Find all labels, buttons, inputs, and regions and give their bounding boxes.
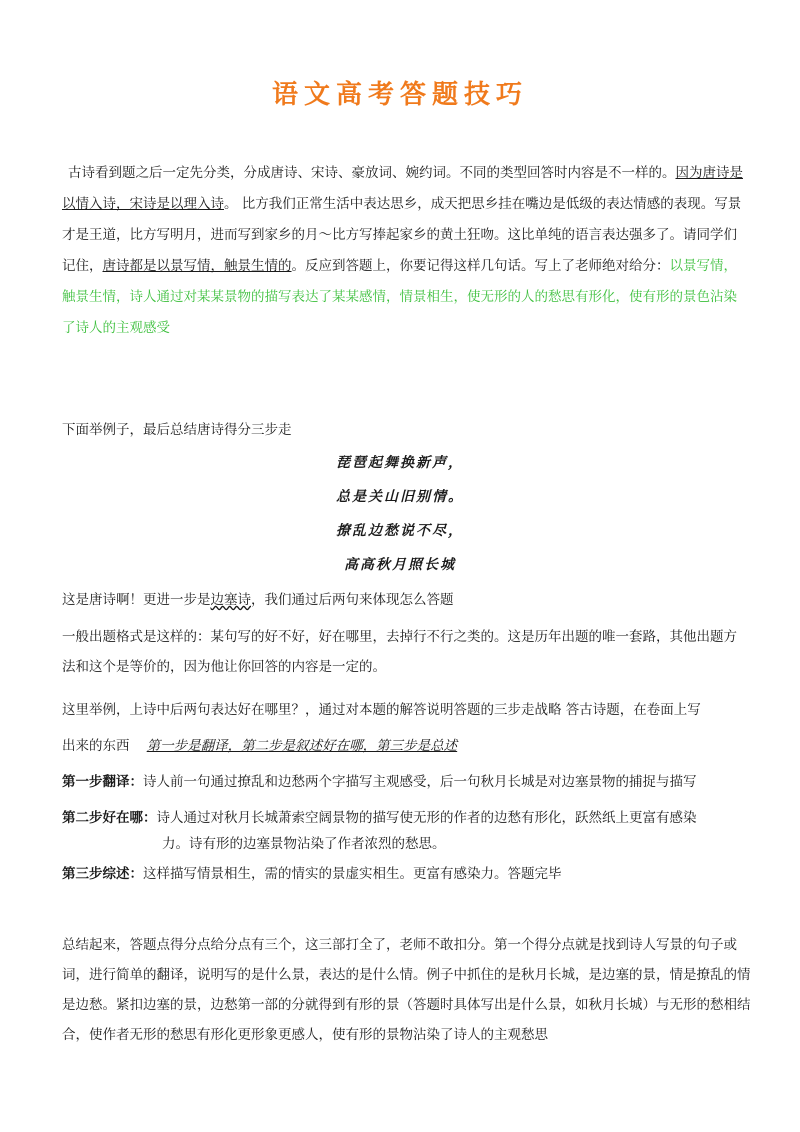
tang-frontier-term: 边塞诗 bbox=[210, 592, 251, 608]
intro-underline-2: 唐诗都是以景写情，触景生情的 bbox=[102, 258, 292, 274]
poem-line-3: 撩乱边愁说不尽， bbox=[336, 523, 464, 539]
page-title: 语文高考答题技巧 bbox=[271, 80, 528, 110]
step-1 bbox=[62, 770, 697, 790]
step-3-text: 这样描写情景相生，需的情实的景虚实相生。更富有感染力。答题完毕 bbox=[143, 866, 562, 882]
step-1-label: 第一步翻译： bbox=[62, 774, 143, 790]
example-intro: 下面举例子，最后总结唐诗得分三步走 bbox=[62, 422, 292, 438]
format-paragraph: 一般出题格式是这样的：某句写的好不好，好在哪里，去掉行不行之类的。这是历年出题的唯一套路，其他出题方法和这个是等价的，因为他让你回答的内容是一定的。 bbox=[62, 629, 737, 675]
step-2 bbox=[62, 806, 697, 826]
step-2-label: 第二步好在哪： bbox=[62, 810, 157, 826]
example-line-1: 这里举例，上诗中后两句表达好在哪里？，通过对本题的解答说明答题的三步走战略 答古诗题，在卷面上写 bbox=[62, 702, 701, 718]
intro-underline-1: 因为唐诗是以情入诗，宋诗是以理入诗 bbox=[62, 165, 743, 212]
step-2-text-1: 诗人通过对秋月长城萧索空阔景物的描写使无形的作者的边愁有形化，跃然纸上更富有感染 bbox=[156, 810, 697, 826]
intro-text-3: 。反应到答题上，你要记得这样几句话。写上了老师绝对给分： bbox=[291, 258, 670, 274]
step-3-label: 第三步综述： bbox=[62, 866, 143, 882]
three-steps-summary: 第一步是翻译，第二步是叙述好在哪，第三步是总述 bbox=[146, 738, 458, 754]
poem-line-2: 总是关山旧别情。 bbox=[336, 489, 464, 505]
example-line-2 bbox=[62, 734, 457, 754]
intro-text-2: 。 比方我们正常生活中表达思乡，成天把思乡挂在嘴边是低级的表达情感的表现。写景才是王道，比方写明月，进而写到家乡的月～比方写捧起家乡的黄土狂吻。这比单纯的语言表达强多了。请同学们记住， bbox=[62, 196, 742, 274]
poem-line-4: 高高秋月照长城 bbox=[344, 557, 456, 573]
poem-line-1: 琵琶起舞换新声， bbox=[336, 455, 464, 471]
summary-paragraph: 总结起来，答题点得分点给分点有三个，这三部打全了，老师不敢扣分。第一个得分点就是找到诗人写景的句子或词，进行简单的翻译，说明写的是什么景，表达的是什么情。例子中抓住的是秋月长城，是边塞的景，情是撩乱的情是边愁。紧扣边塞的景，边愁第一部的分就得到有形的景（答题时具体写出是什么景，如秋月长城）与无形的愁相结合，使作者无形的愁思有形化更形象更感人，使有形的景物沾染了诗人的主观愁思 bbox=[62, 937, 751, 1043]
tang-poem-note bbox=[62, 588, 454, 608]
step-1-text: 诗人前一句通过撩乱和边愁两个字描写主观感受，后一句秋月长城是对边塞景物的捕捉与描写 bbox=[143, 774, 697, 790]
tang-text-c: ，我们通过后两句来体现怎么答题 bbox=[251, 592, 454, 608]
intro-text: 古诗看到题之后一定先分类，分成唐诗、宋诗、豪放词、婉约词。不同的类型回答时内容是不一样的。 bbox=[68, 165, 676, 181]
example-line-2-text: 出来的东西 bbox=[62, 738, 130, 754]
step-2-continued: 力。诗有形的边塞景物沾染了作者浓烈的愁思。 bbox=[162, 836, 446, 852]
step-3 bbox=[62, 862, 562, 882]
tang-text-a: 这是唐诗啊！更进一步是 bbox=[62, 592, 211, 608]
intro-key-phrase: 以景写情，触景生情，诗人通过对某某景物的描写表达了某某感情，情景相生，使无形的人的愁思有形化，使有形的景色沾染了诗人的主观感受 bbox=[62, 258, 737, 336]
intro-paragraph bbox=[62, 158, 744, 344]
